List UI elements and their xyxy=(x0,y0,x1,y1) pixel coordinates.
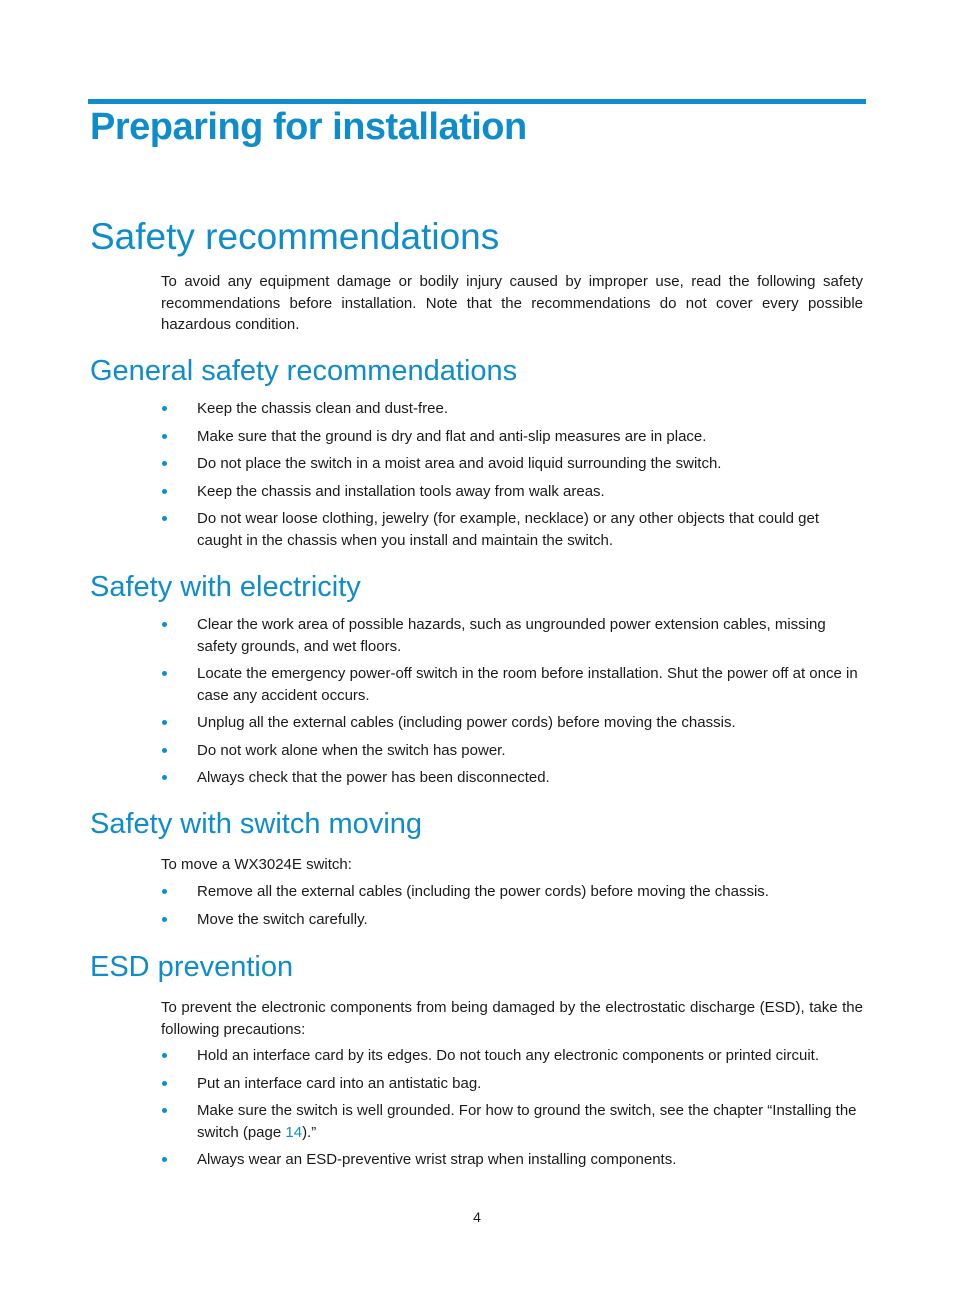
bullet-icon xyxy=(162,889,167,894)
list-item: Make sure the switch is well grounded. For how to ground the switch, see the chapter “Installing the switch (page 14).” xyxy=(161,1100,863,1143)
list-item: Remove all the external cables (including the power cords) before moving the chassis. xyxy=(161,881,863,903)
page-number: 4 xyxy=(473,1209,481,1225)
list-item: Do not place the switch in a moist area and avoid liquid surrounding the switch. xyxy=(161,453,863,475)
moving-intro-paragraph: To move a WX3024E switch: xyxy=(161,856,352,873)
section-title-safety-recommendations: Safety recommendations xyxy=(90,216,500,257)
chapter-rule xyxy=(88,99,866,104)
bullet-icon xyxy=(162,1157,167,1162)
list-item: Put an interface card into an antistatic bag. xyxy=(161,1073,863,1095)
list-item: Make sure that the ground is dry and flat and anti-slip measures are in place. xyxy=(161,426,863,448)
bullet-icon xyxy=(162,775,167,780)
list-item: Unplug all the external cables (including power cords) before moving the chassis. xyxy=(161,712,863,734)
list-item: Locate the emergency power-off switch in the room before installation. Shut the power off at once in case any accident occurs. xyxy=(161,663,863,706)
list-item: Keep the chassis clean and dust-free. xyxy=(161,398,863,420)
bullet-icon xyxy=(162,489,167,494)
bullet-icon xyxy=(162,1053,167,1058)
general-safety-list xyxy=(161,398,863,551)
bullet-icon xyxy=(162,461,167,466)
heading-esd-prevention: ESD prevention xyxy=(90,951,294,983)
bullet-icon xyxy=(162,917,167,922)
chapter-title: Preparing for installation xyxy=(90,106,527,148)
list-item: Keep the chassis and installation tools away from walk areas. xyxy=(161,481,863,503)
list-item: Move the switch carefully. xyxy=(161,909,863,931)
list-item: Hold an interface card by its edges. Do not touch any electronic components or printed circuit. xyxy=(161,1045,863,1067)
page-reference-link[interactable]: 14 xyxy=(285,1123,303,1141)
esd-intro-paragraph: To prevent the electronic components from being damaged by the electrostatic discharge (ESD), take the following precautions: xyxy=(161,999,863,1038)
list-item: Do not wear loose clothing, jewelry (for example, necklace) or any other objects that could get caught in the chassis when you install and maintain the switch. xyxy=(161,508,863,551)
bullet-icon xyxy=(162,406,167,411)
bullet-icon xyxy=(162,1108,167,1113)
safety-intro-paragraph: To avoid any equipment damage or bodily injury caused by improper use, read the following safety recommendations before installation. Note that the recommendations do not cover every possible hazardous condition. xyxy=(161,273,863,333)
bullet-icon xyxy=(162,434,167,439)
bullet-icon xyxy=(162,1081,167,1086)
heading-safety-electricity: Safety with electricity xyxy=(90,571,361,603)
bullet-icon xyxy=(162,748,167,753)
bullet-icon xyxy=(162,516,167,521)
bullet-icon xyxy=(162,622,167,627)
bullet-icon xyxy=(162,720,167,725)
esd-list xyxy=(161,1045,863,1171)
list-item: Always check that the power has been disconnected. xyxy=(161,767,863,789)
heading-general-safety: General safety recommendations xyxy=(90,355,518,387)
moving-list xyxy=(161,881,863,930)
list-item: Always wear an ESD-preventive wrist strap when installing components. xyxy=(161,1149,863,1171)
bullet-icon xyxy=(162,671,167,676)
list-item: Do not work alone when the switch has power. xyxy=(161,740,863,762)
electricity-safety-list xyxy=(161,614,863,789)
list-item: Clear the work area of possible hazards, such as ungrounded power extension cables, missing safety grounds, and wet floors. xyxy=(161,614,863,657)
heading-switch-moving: Safety with switch moving xyxy=(90,808,423,840)
